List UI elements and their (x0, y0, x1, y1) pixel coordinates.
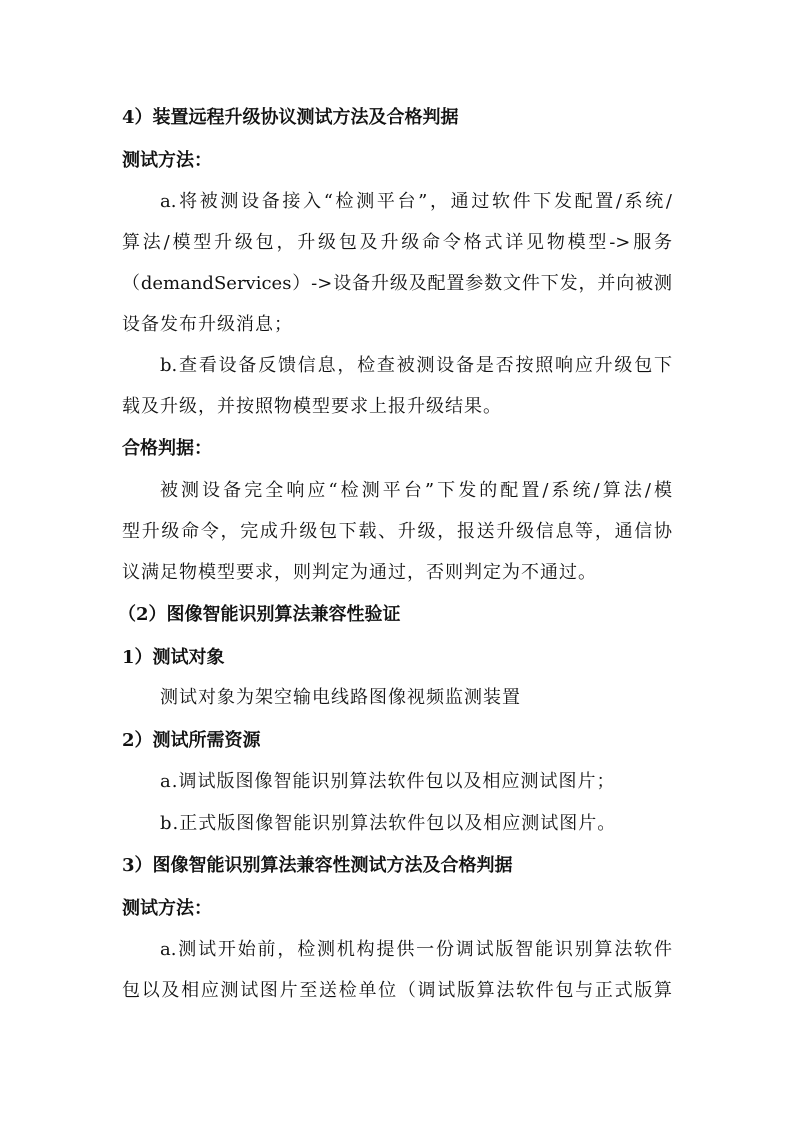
paragraph-line: a.将被测设备接入“检测平台”，通过软件下发配置/系统/ (160, 191, 672, 212)
paragraph-line: 算法/模型升级包，升级包及升级命令格式详见物模型->服务 (122, 232, 672, 253)
paragraph-line: （demandServices）->设备升级及配置参数文件下发，并向被测 (122, 273, 672, 294)
paragraph-line: 测试对象为架空输电线路图像视频监测装置 (160, 687, 521, 708)
heading-2-image-recognition: （2）图像智能识别算法兼容性验证 (118, 604, 401, 625)
list-item: a.调试版图像智能识别算法软件包以及相应测试图片； (160, 771, 616, 792)
heading-3-compatibility-test: 3）图像智能识别算法兼容性测试方法及合格判据 (122, 855, 513, 876)
list-item: b.正式版图像智能识别算法软件包以及相应测试图片。 (160, 813, 617, 834)
paragraph-line: 议满足物模型要求，则判定为通过，否则判定为不通过。 (122, 562, 597, 583)
paragraph-line: b.查看设备反馈信息，检查被测设备是否按照响应升级包下 (160, 355, 672, 376)
paragraph-line: 型升级命令，完成升级包下载、升级，报送升级信息等，通信协 (122, 521, 672, 542)
heading-4-remote-upgrade: 4）装置远程升级协议测试方法及合格判据 (122, 107, 459, 128)
paragraph-line: 包以及相应测试图片至送检单位（调试版算法软件包与正式版算 (122, 980, 672, 1001)
label-test-method: 测试方法： (122, 150, 212, 171)
heading-1-test-object: 1）测试对象 (122, 647, 225, 668)
paragraph-line: a.测试开始前，检测机构提供一份调试版智能识别算法软件 (160, 939, 672, 960)
heading-2-test-resources: 2）测试所需资源 (122, 730, 261, 751)
paragraph-line: 载及升级，并按照物模型要求上报升级结果。 (122, 396, 502, 417)
label-pass-criteria: 合格判据： (122, 438, 212, 459)
paragraph-line: 设备发布升级消息； (122, 314, 293, 335)
paragraph-line: 被测设备完全响应“检测平台”下发的配置/系统/算法/模 (160, 480, 672, 501)
label-test-method: 测试方法： (122, 898, 212, 919)
